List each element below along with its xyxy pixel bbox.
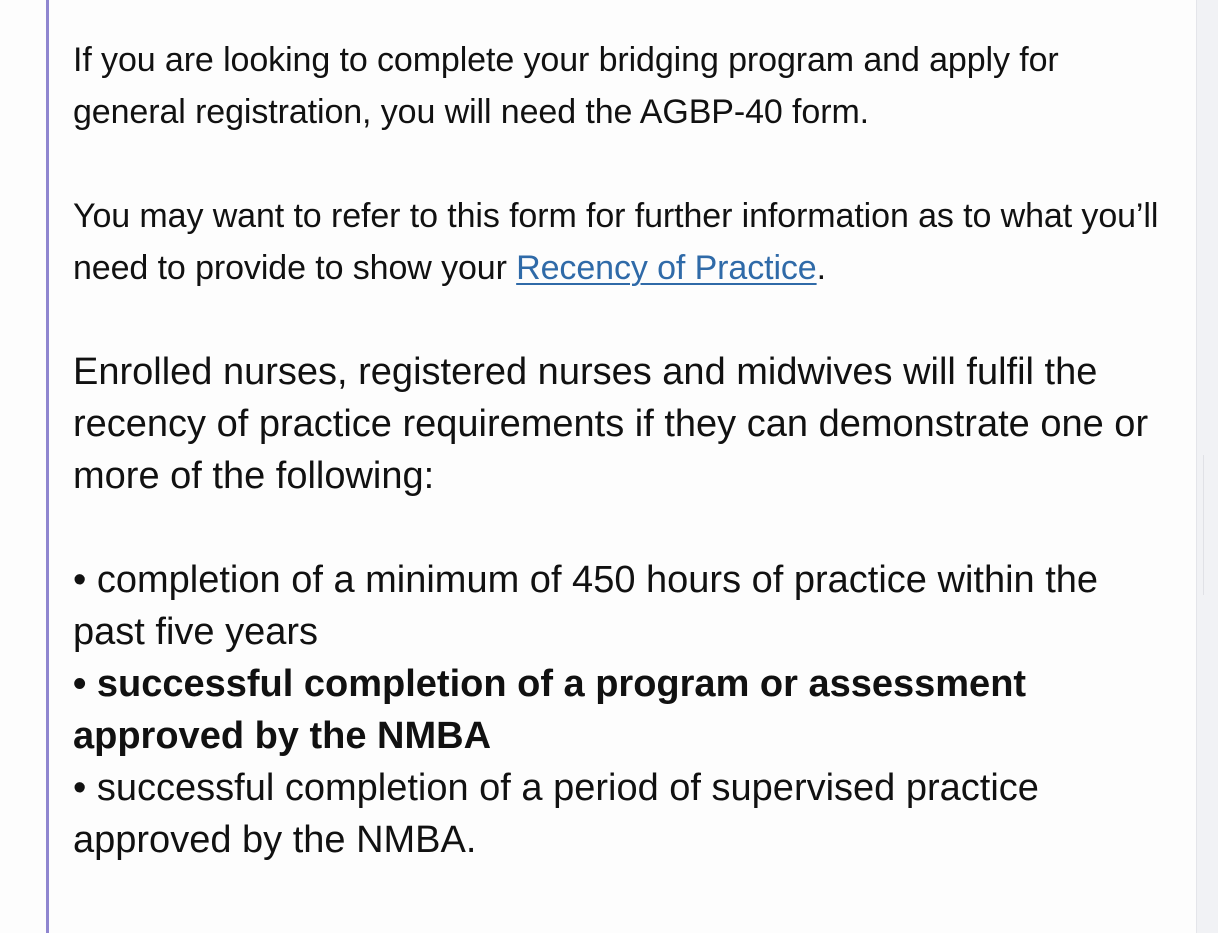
requirement-hours-text: completion of a minimum of 450 hours of practice within the past five years <box>73 559 1099 653</box>
list-item <box>73 554 1163 658</box>
scroll-track-mark <box>1203 455 1204 595</box>
bridging-program-paragraph: If you are looking to complete your bridging program and apply for general registration, you will need the AGBP-40 form. <box>73 41 1059 131</box>
recency-reference-text: You may want to refer to this form for further information as to what you’ll need to provide to show your <box>73 197 1159 287</box>
recency-of-practice-link[interactable]: Recency of Practice <box>516 249 817 287</box>
recency-reference-paragraph <box>73 190 1163 294</box>
list-item <box>73 762 1163 866</box>
blockquote-rule <box>46 0 49 933</box>
scroll-gutter[interactable] <box>1196 0 1218 933</box>
requirement-program-text: successful completion of a program or assessment approved by the NMBA <box>73 663 1027 757</box>
bullet-icon: • <box>73 559 87 601</box>
bullet-icon: • <box>73 767 87 809</box>
recency-reference-period: . <box>816 249 826 287</box>
bullet-icon: • <box>73 663 87 705</box>
list-item <box>73 658 1163 762</box>
requirements-list <box>73 554 1163 866</box>
requirements-intro-paragraph: Enrolled nurses, registered nurses and midwives will fulfil the recency of practice requirements if they can demonstrate one or more of the following: <box>73 351 1149 497</box>
requirement-supervised-text: successful completion of a period of supervised practice approved by the NMBA. <box>73 767 1039 861</box>
